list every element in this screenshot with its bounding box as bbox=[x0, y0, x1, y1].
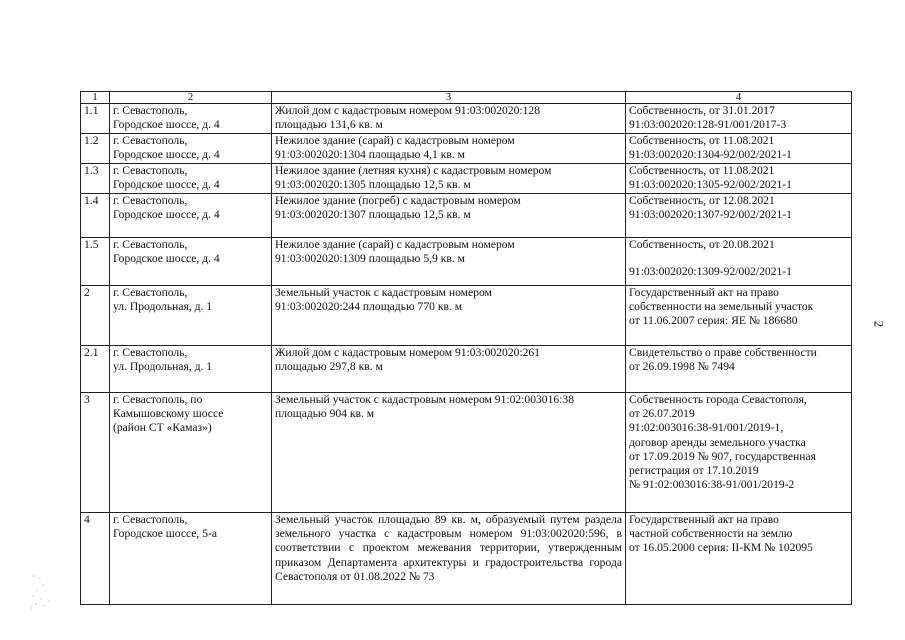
right-line: Государственный акт на право bbox=[629, 286, 779, 299]
right-line: Государственный акт на право bbox=[629, 513, 779, 526]
table-row bbox=[81, 164, 852, 194]
object-line: площадью 297,8 кв. м bbox=[275, 360, 383, 374]
object-line: Нежилое здание (погреб) с кадастровым номером bbox=[275, 194, 521, 207]
address-line: Городское шоссе, д. 4 bbox=[113, 208, 220, 222]
row-number: 1.3 bbox=[81, 164, 110, 194]
right-cell bbox=[626, 104, 852, 134]
object-line: Жилой дом с кадастровым номером 91:03:002020:128 bbox=[275, 104, 541, 117]
object-cell bbox=[272, 104, 626, 134]
object-line: площадью 904 кв. м bbox=[275, 407, 375, 421]
right-line: договор аренды земельного участка bbox=[629, 435, 806, 449]
object-line: 91:03:002020:1305 площадью 12,5 кв. м bbox=[275, 178, 471, 192]
right-cell bbox=[626, 134, 852, 164]
object-line: Нежилое здание (летняя кухня) с кадастровым номером bbox=[275, 164, 552, 177]
right-cell bbox=[626, 194, 852, 238]
right-cell bbox=[626, 238, 852, 286]
right-line: Собственность, от 11.08.2021 bbox=[629, 164, 775, 177]
right-line: 91:03:002020:1304-92/002/2021-1 bbox=[629, 148, 792, 162]
address-line: Городское шоссе, 5-а bbox=[113, 527, 218, 541]
right-line: 91:03:002020:1305-92/002/2021-1 bbox=[629, 178, 792, 192]
table-row bbox=[81, 286, 852, 346]
table-row bbox=[81, 393, 852, 513]
object-line: Жилой дом с кадастровым номером 91:03:002020:261 bbox=[275, 346, 541, 359]
right-line: от 26.07.2019 bbox=[629, 407, 695, 421]
address-line: г. Севастополь, bbox=[113, 286, 188, 299]
right-line: Свидетельство о праве собственности bbox=[629, 346, 817, 359]
address-line: г. Севастополь, bbox=[113, 134, 188, 147]
address-line: Камышовскому шоссе bbox=[113, 407, 224, 421]
right-line: собственности на земельный участок bbox=[629, 300, 814, 314]
address-line: (район СТ «Камаз») bbox=[113, 421, 212, 435]
object-line: Нежилое здание (сарай) с кадастровым номером bbox=[275, 134, 515, 147]
right-line: Собственность, от 12.08.2021 bbox=[629, 194, 775, 207]
property-table bbox=[80, 91, 852, 605]
row-number: 1.1 bbox=[81, 104, 110, 134]
right-blank-line bbox=[629, 252, 848, 265]
right-line: Собственность города Севастополя, bbox=[629, 393, 807, 406]
object-cell: Земельный участок площадью 89 кв. м, образуемый путем раздела земельного участка с кадастровым номером 91:03:002020:596, в соответствии с проектом межевания территории, утвержденным приказом Департамента архитектуры и градостроительства города Севастополя от 01.08.2022 № 73 bbox=[272, 513, 626, 605]
right-line: от 26.09.1998 № 7494 bbox=[629, 360, 735, 374]
object-line: 91:03:002020:1307 площадью 12,5 кв. м bbox=[275, 208, 471, 222]
object-cell bbox=[272, 346, 626, 393]
object-line: площадью 131,6 кв. м bbox=[275, 118, 383, 132]
row-number: 4 bbox=[81, 513, 110, 605]
object-cell bbox=[272, 194, 626, 238]
right-line: от 16.05.2000 серия: II-КМ № 102095 bbox=[629, 541, 813, 555]
address-line: г. Севастополь, bbox=[113, 164, 188, 177]
right-line: Собственность, от 11.08.2021 bbox=[629, 134, 775, 147]
table-row bbox=[81, 346, 852, 393]
address-line: Городское шоссе, д. 4 bbox=[113, 118, 220, 132]
row-number: 1.2 bbox=[81, 134, 110, 164]
object-line: 91:03:002020:244 площадью 770 кв. м bbox=[275, 300, 463, 314]
address-line: г. Севастополь, bbox=[113, 346, 188, 359]
right-line: от 11.06.2007 серия: ЯЕ № 186680 bbox=[629, 314, 798, 328]
address-cell bbox=[110, 238, 272, 286]
object-line: Земельный участок с кадастровым номером 91:02:003016:38 bbox=[275, 393, 575, 406]
table-row bbox=[81, 134, 852, 164]
address-cell bbox=[110, 393, 272, 513]
table-row bbox=[81, 194, 852, 238]
address-line: г. Севастополь, bbox=[113, 104, 188, 117]
row-number: 3 bbox=[81, 393, 110, 513]
table-header-row bbox=[81, 92, 852, 104]
row-number: 2.1 bbox=[81, 346, 110, 393]
object-line: 91:03:002020:1304 площадью 4,1 кв. м bbox=[275, 148, 465, 162]
right-line: от 17.09.2019 № 907, государственная bbox=[629, 449, 816, 463]
header-cell: 1 bbox=[81, 92, 110, 104]
address-line: Городское шоссе, д. 4 bbox=[113, 252, 220, 266]
right-line: регистрация от 17.10.2019 bbox=[629, 464, 759, 478]
address-line: г. Севастополь, по bbox=[113, 393, 203, 406]
right-cell bbox=[626, 393, 852, 513]
right-line: 91:03:002020:1309-92/002/2021-1 bbox=[629, 265, 792, 279]
right-line: 91:03:002020:1307-92/002/2021-1 bbox=[629, 208, 792, 222]
table-row bbox=[81, 513, 852, 605]
scan-noise bbox=[28, 570, 56, 610]
address-line: ул. Продольная, д. 1 bbox=[113, 300, 213, 314]
page-number: 2 bbox=[871, 320, 887, 328]
address-line: г. Севастополь, bbox=[113, 194, 188, 207]
right-cell bbox=[626, 164, 852, 194]
address-line: Городское шоссе, д. 4 bbox=[113, 178, 220, 192]
header-cell: 4 bbox=[626, 92, 852, 104]
object-cell bbox=[272, 238, 626, 286]
address-cell bbox=[110, 164, 272, 194]
object-cell bbox=[272, 134, 626, 164]
object-cell bbox=[272, 286, 626, 346]
right-line: 91:03:002020:128-91/001/2017-3 bbox=[629, 118, 787, 132]
address-line: Городское шоссе, д. 4 bbox=[113, 148, 220, 162]
address-line: г. Севастополь, bbox=[113, 238, 188, 251]
table-row bbox=[81, 238, 852, 286]
object-line: Земельный участок с кадастровым номером bbox=[275, 286, 492, 299]
object-line: Нежилое здание (сарай) с кадастровым номером bbox=[275, 238, 515, 251]
address-cell bbox=[110, 286, 272, 346]
row-number: 1.5 bbox=[81, 238, 110, 286]
table-row bbox=[81, 104, 852, 134]
address-cell bbox=[110, 104, 272, 134]
address-line: г. Севастополь, bbox=[113, 513, 188, 526]
address-cell bbox=[110, 194, 272, 238]
address-cell bbox=[110, 134, 272, 164]
object-cell bbox=[272, 164, 626, 194]
header-cell: 2 bbox=[110, 92, 272, 104]
object-line: 91:03:002020:1309 площадью 5,9 кв. м bbox=[275, 252, 465, 266]
right-cell bbox=[626, 286, 852, 346]
object-cell bbox=[272, 393, 626, 513]
header-cell: 3 bbox=[272, 92, 626, 104]
right-line: Собственность, от 31.01.2017 bbox=[629, 104, 775, 117]
right-line: частной собственности на землю bbox=[629, 527, 793, 541]
row-number: 2 bbox=[81, 286, 110, 346]
address-cell bbox=[110, 346, 272, 393]
address-cell bbox=[110, 513, 272, 605]
right-cell bbox=[626, 513, 852, 605]
right-line: № 91:02:003016:38-91/001/2019-2 bbox=[629, 478, 795, 492]
right-line: Собственность, от 20.08.2021 bbox=[629, 238, 775, 251]
row-number: 1.4 bbox=[81, 194, 110, 238]
right-cell bbox=[626, 346, 852, 393]
address-line: ул. Продольная, д. 1 bbox=[113, 360, 213, 374]
right-line: 91:02:003016:38-91/001/2019-1, bbox=[629, 421, 784, 435]
